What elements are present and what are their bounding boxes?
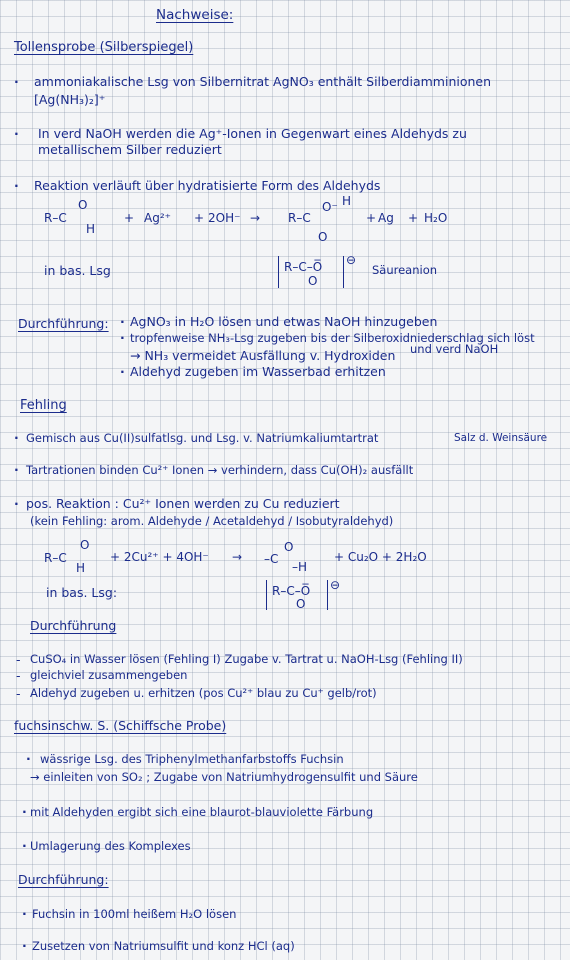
bullet-icon: ·: [22, 838, 27, 853]
eq-product-hydrogen: H: [342, 194, 352, 208]
tollens-procedure-1b: und verd NaOH: [410, 342, 499, 356]
tollens-procedure-2: tropfenweise NH₃-Lsg zugeben bis der Silberoxidniederschlag sich löst: [130, 331, 535, 345]
eq-oxygen: O: [80, 538, 90, 552]
fehling-procedure-2: gleichviel zusammengeben: [30, 668, 188, 682]
eq-product-oxygen: O⁻: [322, 200, 338, 214]
tollens-heading: Tollensprobe (Silberspiegel): [14, 40, 194, 55]
fehling-bullet-1-note: Salz d. Weinsäure: [454, 432, 548, 444]
bullet-icon: ·: [120, 314, 125, 329]
schiff-bullet-1-line-2: → einleiten von SO₂ ; Zugabe von Natriumhydrogensulfit und Säure: [30, 770, 418, 784]
fehling-procedure-3: Aldehyd zugeben u. erhitzen (pos Cu²⁺ blau zu Cu⁺ gelb/rot): [30, 686, 377, 700]
fehling-heading: Fehling: [20, 398, 67, 413]
tollens-bullet-2-line-2: metallischem Silber reduziert: [38, 142, 222, 157]
eq-arrow: →: [250, 211, 261, 225]
eq-oxygen: O: [78, 198, 88, 212]
eq-reactant-aldehyde: R–C: [44, 211, 67, 225]
bullet-icon: ·: [120, 330, 125, 345]
fehling-anion-formula: R–C–O̅: [272, 584, 311, 598]
eq-product-hydrogen: –H: [292, 560, 308, 574]
bullet-icon: ·: [22, 938, 27, 953]
schiff-procedure-1: Fuchsin in 100ml heißem H₂O lösen: [32, 907, 237, 921]
eq-silver: Ag: [378, 211, 394, 225]
tollens-anion-formula: R–C–O̅: [284, 260, 323, 274]
eq-reagents: + 2Cu²⁺ + 4OH⁻: [110, 550, 209, 564]
eq-water: H₂O: [424, 211, 448, 225]
fehling-procedure-label: Durchführung: [30, 618, 117, 633]
eq-product-acid: –C: [264, 552, 279, 566]
eq-hydrogen: H: [76, 561, 86, 575]
eq-hydroxide: 2OH⁻: [208, 211, 241, 225]
tollens-procedure-1: AgNO₃ in H₂O lösen und etwas NaOH hinzugeben: [130, 314, 438, 329]
bullet-icon: ·: [14, 74, 19, 89]
eq-products: + Cu₂O + 2H₂O: [334, 550, 427, 564]
bullet-icon: ·: [26, 751, 31, 766]
eq-reactant-aldehyde: R–C: [44, 551, 67, 565]
tollens-bullet-2-line-1: In verd NaOH werden die Ag⁺-Ionen in Gegenwart eines Aldehyds zu: [38, 126, 467, 141]
tollens-procedure-4: Aldehyd zugeben im Wasserbad erhitzen: [130, 364, 386, 379]
dash-icon: -: [16, 668, 21, 683]
fehling-bullet-3-line-1: pos. Reaktion : Cu²⁺ Ionen werden zu Cu reduziert: [26, 496, 340, 511]
tollens-anion-charge: ⊖: [346, 253, 357, 267]
bullet-icon: ·: [14, 496, 19, 511]
page-title: Nachweise:: [156, 7, 234, 23]
tollens-bullet-1-line-1: ammoniakalische Lsg von Silbernitrat AgNO₃ enthält Silberdiamminionen: [34, 74, 492, 89]
bullet-icon: ·: [14, 126, 19, 141]
eq-plus: +: [194, 211, 205, 225]
eq-product-oxygen: O: [284, 540, 294, 554]
tollens-procedure-label: Durchführung:: [18, 316, 109, 331]
bullet-icon: ·: [14, 178, 19, 193]
schiff-bullet-1-line-1: wässrige Lsg. des Triphenylmethanfarbstoffs Fuchsin: [40, 752, 344, 766]
schiff-bullet-2: mit Aldehyden ergibt sich eine blaurot-blauviolette Färbung: [30, 805, 374, 819]
eq-plus: +: [408, 211, 419, 225]
bullet-icon: ·: [14, 430, 19, 445]
eq-plus: +: [124, 211, 135, 225]
eq-hydrogen: H: [86, 222, 96, 236]
eq-arrow: →: [232, 550, 243, 564]
bullet-icon: ·: [120, 364, 125, 379]
fehling-anion-charge: ⊖: [330, 578, 341, 592]
tollens-anion-label: Säureanion: [372, 263, 438, 277]
bullet-icon: ·: [22, 804, 27, 819]
fehling-bullet-3-line-2: (kein Fehling: arom. Aldehyde / Acetaldehyd / Isobutyraldehyd): [30, 514, 394, 528]
schiff-procedure-2: Zusetzen von Natriumsulfit und konz HCl (aq): [32, 939, 295, 953]
fehling-bullet-2: Tartrationen binden Cu²⁺ Ionen → verhindern, dass Cu(OH)₂ ausfällt: [26, 463, 414, 477]
tollens-bullet-3: Reaktion verläuft über hydratisierte Form des Aldehyds: [34, 178, 381, 193]
tollens-bullet-1-line-2: [Ag(NH₃)₂]⁺: [34, 92, 106, 107]
eq-plus: +: [366, 211, 377, 225]
fehling-procedure-1: CuSO₄ in Wasser lösen (Fehling I) Zugabe v. Tartrat u. NaOH-Lsg (Fehling II): [30, 652, 463, 666]
schiff-procedure-label: Durchführung:: [18, 872, 109, 887]
bullet-icon: ·: [14, 462, 19, 477]
schiff-bullet-3: Umlagerung des Komplexes: [30, 839, 191, 853]
tollens-basic-label: in bas. Lsg: [44, 263, 111, 278]
eq-product-oxygen-2: O: [318, 230, 328, 244]
eq-silver-ion: Ag²⁺: [144, 211, 171, 225]
fehling-bullet-1: Gemisch aus Cu(II)sulfatlsg. und Lsg. v. Natriumkaliumtartrat: [26, 431, 379, 445]
eq-product-acid: R–C: [288, 211, 311, 225]
fehling-basic-label: in bas. Lsg:: [46, 585, 118, 600]
bullet-icon: ·: [22, 906, 27, 921]
tollens-procedure-3: → NH₃ vermeidet Ausfällung v. Hydroxiden: [130, 348, 396, 363]
tollens-anion-oxygen: O: [308, 274, 318, 288]
dash-icon: -: [16, 652, 21, 667]
fehling-anion-oxygen: O: [296, 597, 306, 611]
schiff-heading: fuchsinschw. S. (Schiffsche Probe): [14, 718, 227, 733]
dash-icon: -: [16, 686, 21, 701]
